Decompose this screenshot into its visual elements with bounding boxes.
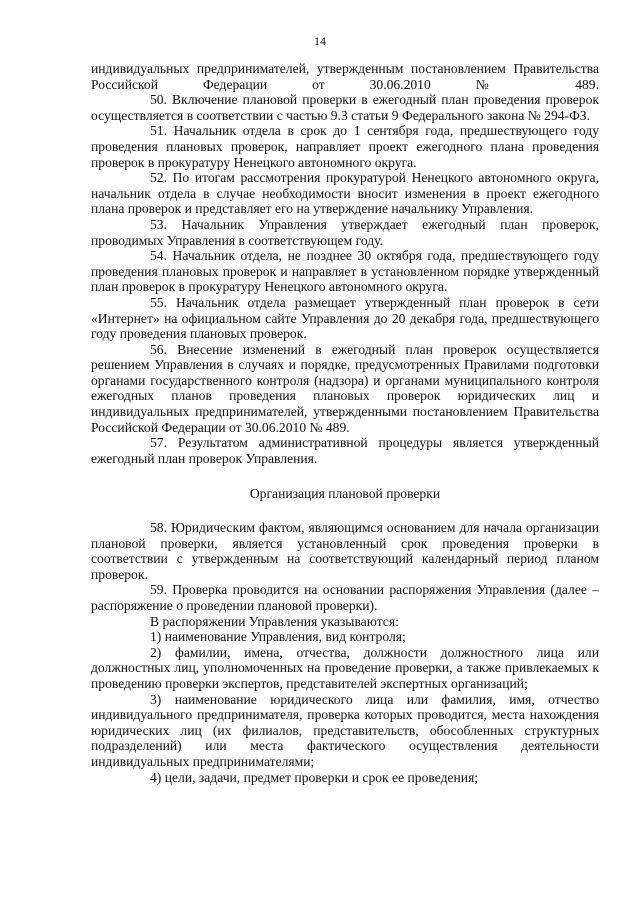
list-item-4: 4) цели, задачи, предмет проверки и срок ее проведения; <box>150 769 479 785</box>
document-body <box>91 61 599 785</box>
paragraph-57: 57. Результатом административной процедуры является утвержденный ежегодный план проверок Управления. <box>91 435 599 466</box>
list-item-3: 3) наименование юридического лица или фамилия, имя, отчество индивидуального предпринимателя, проверка которых проводится, места нахождения юридических лиц (их филиалов, представительств, обособленных структурных подразделений) или места фактического осуществления деятельности индивидуальных предпринимателями; <box>91 691 599 769</box>
paragraph-continuation: индивидуальных предпринимателей, утвержденным постановлением Правительства Российской Федерации от 30.06.2010 № 489. <box>91 61 599 92</box>
paragraph-order-intro: В распоряжении Управления указываются: <box>150 613 399 629</box>
paragraph-50: 50. Включение плановой проверки в ежегодный план проведения проверок осуществляется в соответствии с частью 9.3 статьи 9 Федерального закона № 294-ФЗ. <box>91 92 599 123</box>
paragraph-56: 56. Внесение изменений в ежегодный план проверок осуществляется решением Управления в случаях и порядке, предусмотренных Правилами подготовки органами государственного контроля (надзора) и органами муниципального контроля ежегодных планов проведения плановых проверок юридических лиц и индивидуальных предпринимателей, утвержденными постановлением Правительства Российской Федерации от 30.06.2010 № 489. <box>91 341 599 435</box>
paragraph-53: 53. Начальник Управления утверждает ежегодный план проверок, проводимых Управления в соответствующем году. <box>91 216 599 248</box>
paragraph-58: 58. Юридическим фактом, являющимся основанием для начала организации плановой проверки, является установленный срок проведения проверки в соответствии с утвержденным на соответствующий календарный период планом проверок. <box>91 520 599 582</box>
paragraph-59: 59. Проверка проводится на основании распоряжения Управления (далее – распоряжение о проведении плановой проверки). <box>91 582 599 613</box>
section-heading: Организация плановой проверки <box>249 486 441 502</box>
list-item-1: 1) наименование Управления, вид контроля; <box>150 629 406 645</box>
paragraph-51: 51. Начальник отдела в срок до 1 сентября года, предшествующего году проведения плановых проверок, направляет проект ежегодного плана проведения проверок в прокуратуру Ненецкого автономного округа. <box>91 123 599 170</box>
page-number: 14 <box>314 34 326 48</box>
paragraph-54: 54. Начальник отдела, не позднее 30 октября года, предшествующего году проведения плановых проверок и направляет в установленном порядке утвержденный план проверок в прокуратуру Ненецкого автономного округа. <box>91 248 599 295</box>
list-item-2: 2) фамилии, имена, отчества, должности должностного лица или должностных лиц, уполномоченных на проведение проверки, а также привлекаемых к проведению проверки экспертов, представителей экспертных организаций; <box>91 644 599 691</box>
paragraph-52: 52. По итогам рассмотрения прокуратурой Ненецкого автономного округа, начальник отдела в случае необходимости вносит изменения в проект ежегодного плана проверок и представляет его на утверждение начальнику Управления. <box>91 170 599 217</box>
paragraph-55: 55. Начальник отдела размещает утвержденный план проверок в сети «Интернет» на официальном сайте Управления до 20 декабря года, предшествующего году проведения плановых проверок. <box>91 294 599 342</box>
